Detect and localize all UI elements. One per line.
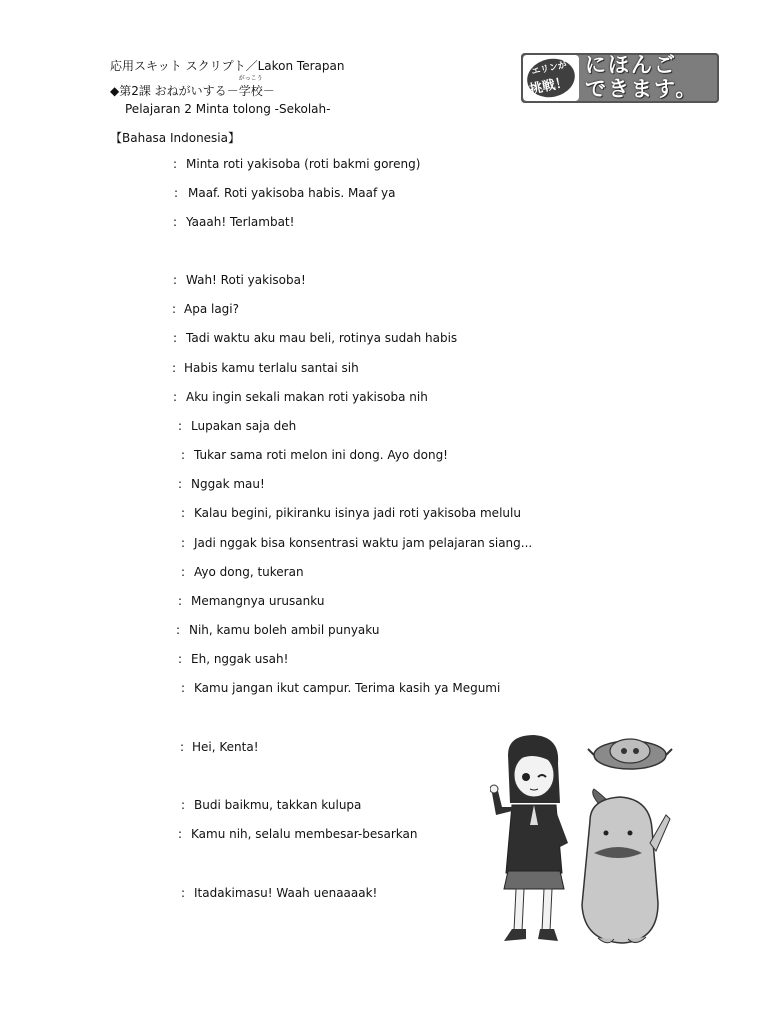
speaker-colon: : [181,681,186,695]
dialogue-text: Eh, nggak usah! [191,652,289,666]
dialogue-text: Nih, kamu boleh ambil punyaku [189,623,380,637]
dialogue-text: Apa lagi? [184,302,240,316]
speaker-colon: : [178,477,183,491]
speaker-colon: : [173,215,178,229]
dialogue-text: Habis kamu terlalu santai sih [184,361,359,375]
dialogue-text: Tukar sama roti melon ini dong. Ayo dong! [194,448,448,462]
dialogue-text: Jadi nggak bisa konsentrasi waktu jam pelajaran siang... [194,536,533,550]
dialogue-text: Ayo dong, tukeran [194,565,304,579]
lesson-subtitle: Pelajaran 2 Minta tolong -Sekolah- [125,102,331,116]
lesson-title [110,75,275,98]
logo-line-1: にほんご [585,53,677,77]
blob-mascot-icon [582,789,670,943]
speaker-colon: : [176,623,181,637]
speaker-colon: : [181,886,186,900]
dialogue-text: Yaaah! Terlambat! [186,215,295,229]
speaker-colon: : [180,740,185,754]
ruby-reading: がっこう [238,75,263,82]
speaker-colon: : [178,652,183,666]
dialogue-text: Kamu nih, selalu membesar-besarkan [191,827,418,841]
speaker-colon: : [173,390,178,404]
lesson-title-prefix: ◆第2課 おねがいする－ [110,84,239,98]
speaker-colon: : [181,506,186,520]
speaker-colon: : [178,419,183,433]
ruby-word [238,75,263,98]
speaker-colon: : [173,157,178,171]
speaker-colon: : [173,331,178,345]
girl-character-icon [490,735,568,941]
speaker-colon: : [181,448,186,462]
dialogue-text: Tadi waktu aku mau beli, rotinya sudah habis [186,331,458,345]
dialogue-text: Maaf. Roti yakisoba habis. Maaf ya [188,186,396,200]
logo-line-2: できます。 [585,77,699,101]
characters-illustration [490,733,680,955]
dialogue-text: Itadakimasu! Waah uenaaaak! [194,886,378,900]
flying-robot-icon [588,739,672,769]
dialogue-text: Budi baikmu, takkan kulupa [194,798,362,812]
logo-badge-bottom: 挑戦！ [528,75,570,98]
dialogue-text: Hei, Kenta! [192,740,259,754]
dialogue-text: Minta roti yakisoba (roti bakmi goreng) [186,157,421,171]
speaker-colon: : [181,565,186,579]
dialogue-text: Aku ingin sekali makan roti yakisoba nih [186,390,428,404]
speaker-colon: : [174,186,179,200]
dialogue-text: Wah! Roti yakisoba! [186,273,306,287]
speaker-colon: : [178,594,183,608]
speaker-colon: : [181,536,186,550]
speaker-colon: : [181,798,186,812]
speaker-colon: : [172,302,177,316]
speaker-colon: : [178,827,183,841]
language-label: 【Bahasa Indonesia】 [110,131,240,145]
logo-badge [523,55,579,101]
nihongo-dekimasu-logo [521,53,719,103]
dialogue-text: Nggak mau! [191,477,265,491]
dialogue-text: Kamu jangan ikut campur. Terima kasih ya Megumi [194,681,501,695]
lesson-title-suffix: － [262,84,275,98]
dialogue-text: Memangnya urusanku [191,594,325,608]
speaker-colon: : [173,273,178,287]
speaker-colon: : [172,361,177,375]
dialogue-text: Lupakan saja deh [191,419,297,433]
ruby-base: 学校 [238,84,263,98]
dialogue-text: Kalau begini, pikiranku isinya jadi roti yakisoba melulu [194,506,521,520]
script-title: 応用スキット スクリプト／Lakon Terapan [110,59,345,73]
logo-badge-top: エリンが [530,60,568,78]
